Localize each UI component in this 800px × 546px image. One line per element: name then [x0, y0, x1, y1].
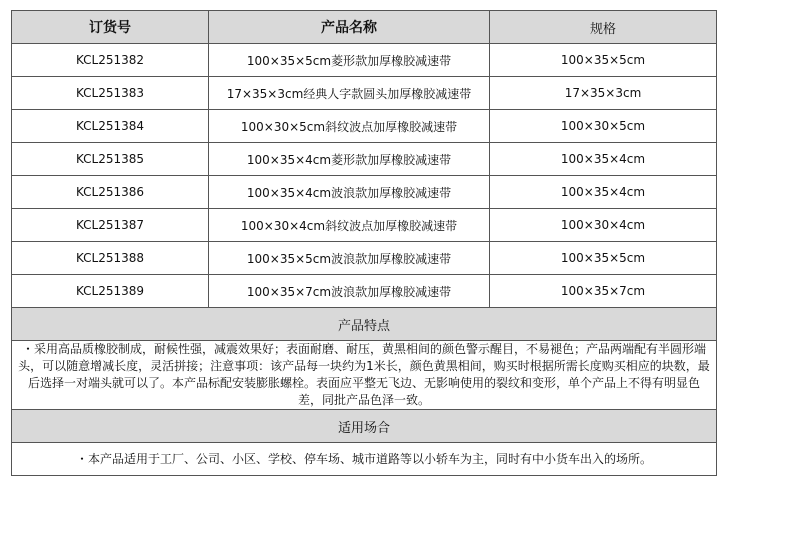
- features-title: 产品特点: [12, 308, 717, 341]
- product-name-cell: 100×35×7cm波浪款加厚橡胶减速带: [209, 275, 490, 308]
- table-header-row: [12, 11, 717, 44]
- specification-cell: 100×35×4cm: [490, 176, 717, 209]
- table-row: [12, 176, 717, 209]
- specification-cell: 100×35×5cm: [490, 44, 717, 77]
- header-product-name: 产品名称: [209, 11, 490, 44]
- table-row: [12, 275, 717, 308]
- order-number-cell: KCL251382: [12, 44, 209, 77]
- product-name-cell: 100×30×4cm斜纹波点加厚橡胶减速带: [209, 209, 490, 242]
- product-spec-table: [11, 10, 717, 476]
- usage-title: 适用场合: [12, 410, 717, 443]
- table-row: [12, 44, 717, 77]
- specification-cell: 100×30×4cm: [490, 209, 717, 242]
- features-body-row: [12, 341, 717, 410]
- order-number-cell: KCL251383: [12, 77, 209, 110]
- specification-cell: 17×35×3cm: [490, 77, 717, 110]
- product-name-cell: 100×35×5cm菱形款加厚橡胶减速带: [209, 44, 490, 77]
- order-number-cell: KCL251387: [12, 209, 209, 242]
- usage-header-row: [12, 410, 717, 443]
- product-name-cell: 17×35×3cm经典人字款圆头加厚橡胶减速带: [209, 77, 490, 110]
- usage-text: ・本产品适用于工厂、公司、小区、学校、停车场、城市道路等以小轿车为主，同时有中小货车出入的场所。: [12, 443, 717, 476]
- features-text: ・采用高品质橡胶制成，耐候性强，减震效果好；表面耐磨、耐压，黄黑相间的颜色警示醒目，不易褪色；产品两端配有半圆形端头，可以随意增减长度，灵活拼接；注意事项：该产品每一块约为1米长，颜色黄黑相间，购买时根据所需长度购买相应的块数，最后选择一对端头就可以了。本产品标配安装膨胀螺栓。表面应平整无飞边、无影响使用的裂纹和变形，单个产品上不得有明显色差，同批产品色泽一致。: [12, 341, 717, 410]
- order-number-cell: KCL251384: [12, 110, 209, 143]
- order-number-cell: KCL251385: [12, 143, 209, 176]
- product-name-cell: 100×30×5cm斜纹波点加厚橡胶减速带: [209, 110, 490, 143]
- header-order-number: 订货号: [12, 11, 209, 44]
- product-name-cell: 100×35×5cm波浪款加厚橡胶减速带: [209, 242, 490, 275]
- features-header-row: [12, 308, 717, 341]
- table-row: [12, 110, 717, 143]
- order-number-cell: KCL251389: [12, 275, 209, 308]
- order-number-cell: KCL251388: [12, 242, 209, 275]
- table-row: [12, 143, 717, 176]
- usage-body-row: [12, 443, 717, 476]
- table-row: [12, 77, 717, 110]
- specification-cell: 100×35×5cm: [490, 242, 717, 275]
- header-specification: 规格: [490, 11, 717, 44]
- table-row: [12, 242, 717, 275]
- product-name-cell: 100×35×4cm波浪款加厚橡胶减速带: [209, 176, 490, 209]
- specification-cell: 100×30×5cm: [490, 110, 717, 143]
- order-number-cell: KCL251386: [12, 176, 209, 209]
- specification-cell: 100×35×7cm: [490, 275, 717, 308]
- table-row: [12, 209, 717, 242]
- product-name-cell: 100×35×4cm菱形款加厚橡胶减速带: [209, 143, 490, 176]
- specification-cell: 100×35×4cm: [490, 143, 717, 176]
